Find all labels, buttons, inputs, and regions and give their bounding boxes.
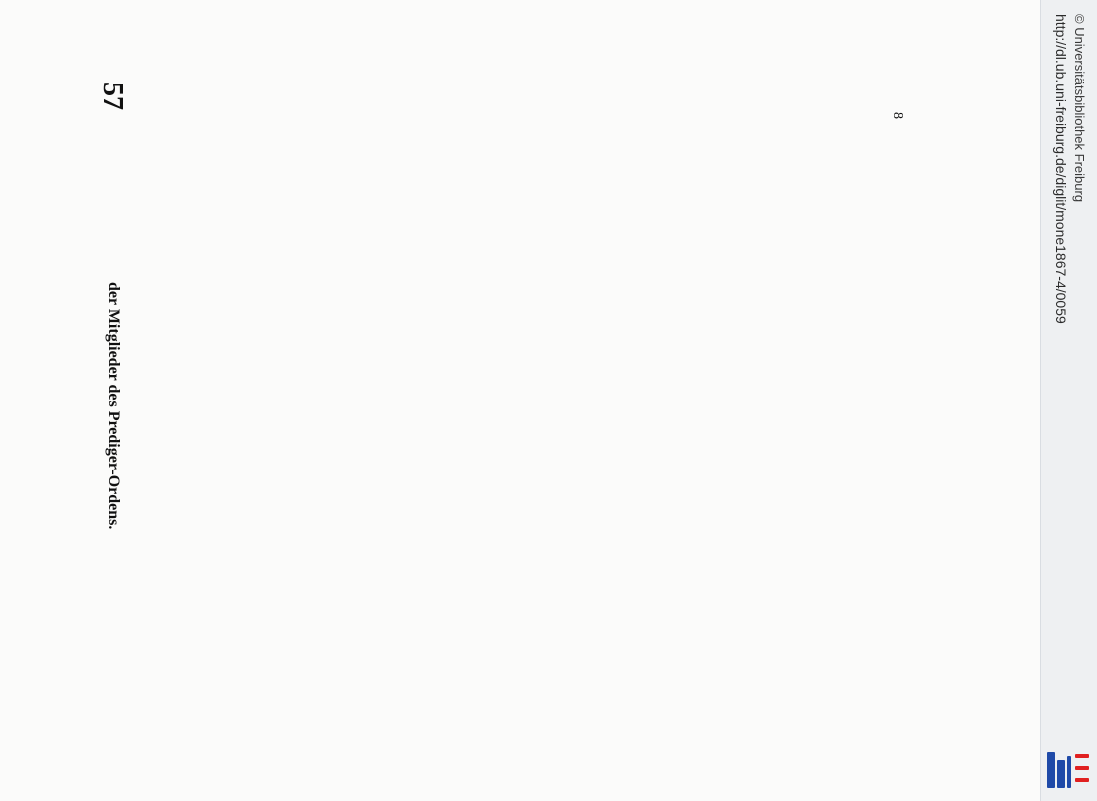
right-column-paragraphs [0, 402, 120, 801]
running-head: der Mitglieder des Prediger-Ordens. [105, 282, 122, 530]
page-marker: 8 [890, 112, 905, 119]
ub-freiburg-logo-icon [1047, 748, 1091, 792]
source-url[interactable]: http://dl.ub.uni-freiburg.de/diglit/mone1867-4/0059 [1053, 14, 1069, 324]
credit-line: © Universitätsbibliothek Freiburg [1072, 14, 1087, 203]
right-footnotes [550, 402, 760, 801]
page-number: 57 [97, 82, 128, 110]
right-column-text [0, 402, 120, 801]
right-sidebar [1040, 0, 1097, 801]
